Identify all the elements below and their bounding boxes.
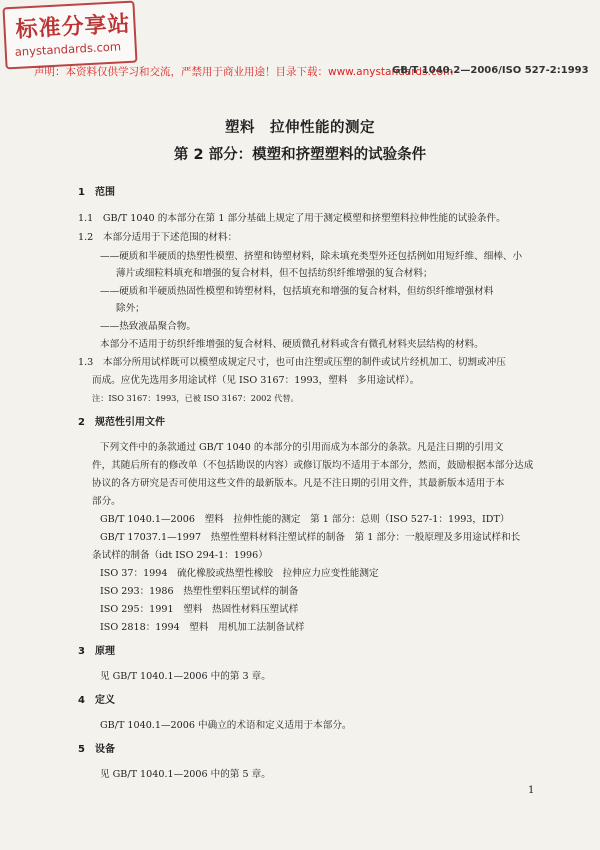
- references-intro-line1: 下列文件中的条款通过 GB/T 1040 的本部分的引用而成为本部分的条款。凡是注日期的引用文: [100, 442, 504, 453]
- references-intro-line4: 部分。: [92, 496, 121, 507]
- definitions-text: GB/T 1040.1—2006 中确立的术语和定义适用于本部分。: [100, 720, 352, 731]
- bullet-thermoset-line1: ——硬质和半硬质热固性模塑和铸塑材料，包括填充和增强的复合材料，但纺织纤维增强材料: [100, 286, 494, 297]
- clause-1-3-line1: 1.3 本部分所用试样既可以模塑成规定尺寸，也可由注塑或压塑的制件或试片经机加工、切割或冲压: [78, 357, 506, 368]
- page-title: 塑料 拉伸性能的测定: [225, 120, 375, 136]
- note-iso-3167: 注：ISO 3167：1993，已被 ISO 3167：2002 代替。: [92, 393, 299, 403]
- watermark-logo-url: anystandards.com: [14, 39, 122, 59]
- reference-iso-293: ISO 293：1986 热塑性塑料压塑试样的制备: [100, 586, 299, 597]
- reference-gbt-1040-1: GB/T 1040.1—2006 塑料 拉伸性能的测定 第 1 部分：总则（ISO 527-1：1993，IDT）: [100, 514, 510, 525]
- standard-number-header: GB/T 1040.2—2006/ISO 527-2:1993: [392, 65, 589, 76]
- bullet-thermoplastic-line1: ——硬质和半硬质的热塑性模塑、挤塑和铸塑材料，除未填充类型外还包括例如用短纤维、细棒、小: [100, 251, 523, 262]
- references-intro-line2: 件，其随后所有的修改单（不包括勘误的内容）或修订版均不适用于本部分，然而，鼓励根据本部分达成: [92, 460, 534, 471]
- page-subtitle: 第 2 部分：模塑和挤塑塑料的试验条件: [173, 147, 427, 163]
- reference-iso-295: ISO 295：1991 塑料 热固性材料压塑试样: [100, 604, 299, 615]
- section-heading-normative-references: 2 规范性引用文件: [78, 417, 165, 428]
- bullet-thermoplastic-line2: 薄片或细粒料填充和增强的复合材料，但不包括纺织纤维增强的复合材料；: [116, 268, 433, 279]
- clause-1-3-line2: 而成。应优先选用多用途试样（见 ISO 3167：1993，塑料 多用途试样）。: [92, 375, 420, 386]
- reference-iso-2818: ISO 2818：1994 塑料 用机加工法制备试样: [100, 622, 305, 633]
- apparatus-text: 见 GB/T 1040.1—2006 中的第 5 章。: [100, 769, 271, 780]
- references-intro-line3: 协议的各方研究是否可使用这些文件的最新版本。凡是不注日期的引用文件，其最新版本适用于本: [92, 478, 505, 489]
- bullet-thermoset-line2: 除外；: [116, 303, 145, 314]
- watermark-logo: [2, 1, 137, 70]
- section-heading-scope: 1 范围: [78, 187, 115, 198]
- section-heading-apparatus: 5 设备: [78, 744, 115, 755]
- clause-1-1: 1.1 GB/T 1040 的本部分在第 1 部分基础上规定了用于测定模塑和挤塑塑料拉伸性能的试验条件。: [78, 213, 506, 224]
- principle-text: 见 GB/T 1040.1—2006 中的第 3 章。: [100, 671, 271, 682]
- clause-1-2: 1.2 本部分适用于下述范围的材料：: [78, 232, 238, 243]
- bullet-liquid-crystal: ——热致液晶聚合物。: [100, 321, 196, 332]
- reference-gbt-17037-line2: 条试样的制备（idt ISO 294-1：1996）: [92, 550, 268, 561]
- clause-1-2-exclusion: 本部分不适用于纺织纤维增强的复合材料、硬质微孔材料或含有微孔材料夹层结构的材料。: [100, 339, 484, 350]
- reference-iso-37: ISO 37：1994 硫化橡胶或热塑性橡胶 拉伸应力应变性能测定: [100, 568, 379, 579]
- section-heading-definitions: 4 定义: [78, 695, 115, 706]
- disclaimer-notice: 声明：本资料仅供学习和交流，严禁用于商业用途！目录下载：www.anystandards.com: [34, 66, 454, 78]
- page-number: 1: [528, 785, 535, 796]
- watermark-logo-title: 标准分享站: [15, 11, 132, 43]
- reference-gbt-17037-line1: GB/T 17037.1—1997 热塑性塑料材料注塑试样的制备 第 1 部分：一般原理及多用途试样和长: [100, 532, 521, 543]
- section-heading-principle: 3 原理: [78, 646, 115, 657]
